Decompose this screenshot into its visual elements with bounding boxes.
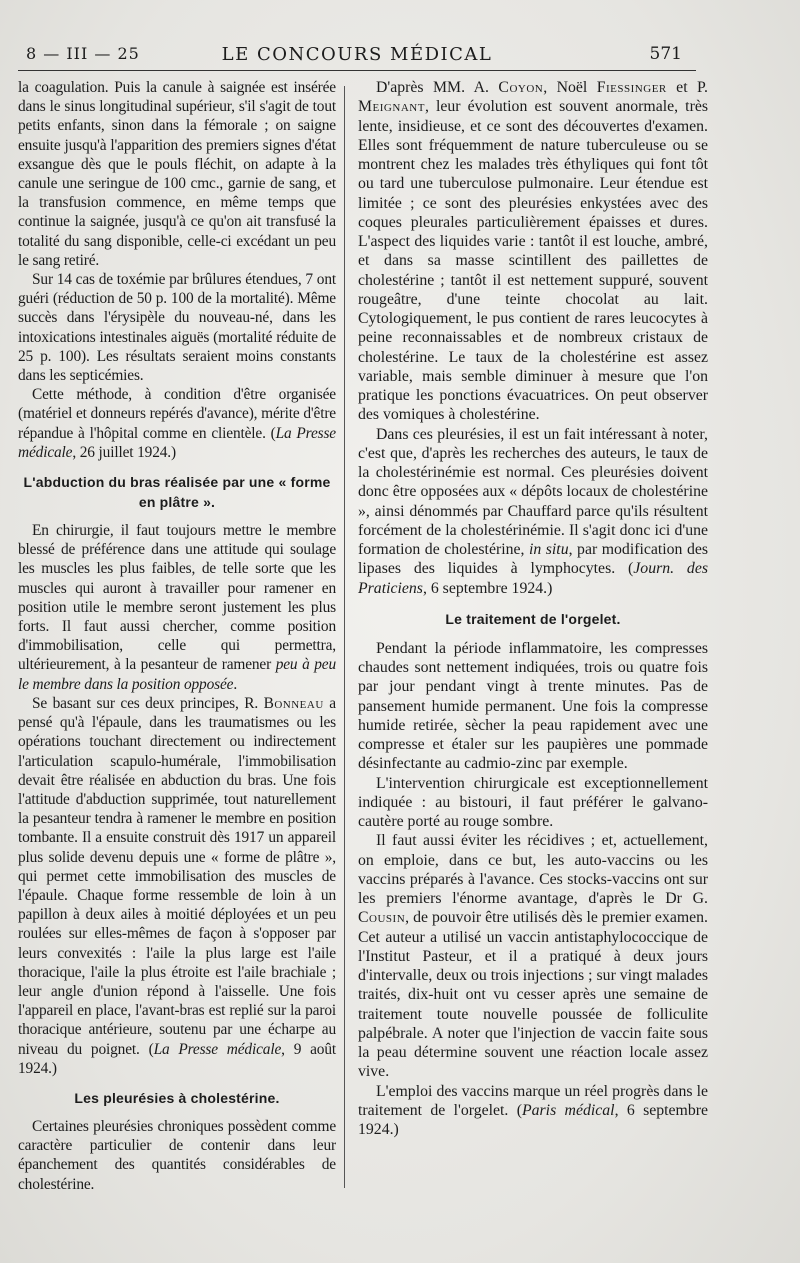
right-column <box>358 78 708 1139</box>
left-column <box>18 78 336 1194</box>
paragraph-text: Il faut aussi éviter les récidives ; et, actuellement, on emploie, dans ce but, les auto-vaccins ou les vaccins préparés à l'avance. Ces stocks-vaccins ont sur les premiers l'énorme avantage, d'après le Dr G. <box>358 832 708 907</box>
journal-title: LE CONCOURS MÉDICAL <box>221 44 493 65</box>
citation-date: , 26 juillet 1924.) <box>72 443 176 461</box>
author-name: Bonneau <box>263 694 324 712</box>
author-name: Cousin <box>358 909 406 927</box>
citation-date: , 6 septembre 1924.) <box>358 1101 708 1138</box>
paragraph-text: L'emploi des vaccins marque un réel progrès dans le traitement de l'orgelet. ( <box>358 1082 708 1119</box>
source-citation: La Presse médicale <box>18 424 336 461</box>
emphasis: peu à peu le membre dans la position opposée <box>18 656 336 693</box>
paragraph-text: , de pouvoir être utilisés dès le premier examen. Cet auteur a utilisé un vaccin antistaphylococcique de l'Institut Pasteur, et il a pratiqué à deux jours d'intervalle, deux ou trois injections ; sur vingt malades traités, dix-huit ont vu cesser après une semaine de traitement toute nouvelle poussée de folliculite palpébrale. A noter que l'injection de vaccin faite sous la peau détermine souvent une réaction locale assez vive. <box>358 909 708 1081</box>
paragraph-text: . <box>233 675 238 693</box>
paragraph <box>18 521 336 694</box>
paragraph: Sur 14 cas de toxémie par brûlures étendues, 7 ont guéri (réduction de 50 p. 100 de la mortalité). Même succès dans l'érysipèle du nouveau-né, dans les intoxications intestinales aiguës (mortalité réduite de 25 p. 100). Les résultats seraient moins constants dans les septicémies. <box>18 271 336 385</box>
paragraph-text: , par modification des lipases des liquides à lymphocytes. ( <box>358 541 709 578</box>
paragraph <box>358 831 708 1081</box>
section-heading: Le traitement de l'orgelet. <box>445 610 621 627</box>
paragraph-text: , Noël <box>543 79 597 96</box>
paragraph-text: En chirurgie, il faut toujours mettre le membre blessé de préférence dans une attitude qui soulage les muscles les plus faibles, de telle sorte que les muscles qui auront à travailler pour ramener en position utile le membre seront justement les plus forts. Il faut aussi chercher, comme position d'immobilisation, celle qui permettra, ultérieurement, à la pesanteur de ramener <box>18 522 336 674</box>
paragraph <box>358 1082 708 1140</box>
author-name: Coyon <box>498 79 544 96</box>
paragraph <box>358 425 708 598</box>
author-name: Fiessinger <box>596 79 667 96</box>
author-name: Meignant <box>358 98 425 116</box>
source-citation: Paris médical <box>521 1101 615 1119</box>
column-divider <box>344 86 345 1188</box>
paragraph-text: et P. <box>666 79 708 96</box>
paragraph-text: , leur évolution est souvent anormale, très lente, insidieuse, et ce sont des découvertes d'examen. Elles sont fréquemment de nature tuberculeuse ou se montrent chez les malades très éthyliques qui font tôt ou tard une tuberculose pulmonaire. Leur étendue est limitée ; ce sont des pleurésies enkystées avec des coques pleurales particulièrement épaisses et dures. L'aspect des liquides varie : tantôt il est louche, ambré, et dans sa masse scintillent des paillettes de cholestérine ; tantôt il est nettement suppuré, souvent rougeâtre, d'une teinte chocolat au lait. Cytologiquement, le pus contient de rares leucocytes à peine reconnaissables et de nombreux cristaux de cholestérine. Le taux de la cholestérine est assez variable, mais semble diminuer à mesure que l'on pratique les ponctions évacuatrices. On peut observer des vomiques à cholestérine. <box>358 98 708 424</box>
citation-date: , 6 septembre 1924.) <box>422 579 553 597</box>
page-number: 571 <box>649 44 682 64</box>
page-header <box>18 42 696 71</box>
paragraph-text: Se basant sur ces deux principes, R. <box>32 694 264 712</box>
paragraph: Certaines pleurésies chroniques possèdent comme caractère particulier de contenir dans leur épanchement des quantités considérables de cholestérine. <box>18 1117 336 1193</box>
section-heading: Les pleurésies à cholestérine. <box>74 1089 280 1106</box>
source-citation: La Presse médicale <box>153 1040 282 1058</box>
paragraph-text: a pensé qu'à l'épaule, dans les traumatismes ou les opérations touchant directement ou indirectement l'articulation scapulo-humérale, l'immobilisation devait être réalisée en abduction du bras. Une fois l'attitude d'abduction supprimée, tout naturellement la pesanteur tendra à ramener le membre en position tombante. Il a ensuite construit dès 1917 un appareil plus solide devenu depuis une « forme de plâtre », qui permet cette immobilisation des muscles de l'épaule. Chaque forme ressemble de loin à un papillon à deux ailes à moitié déployées et un peu roulées sur elles-mêmes de façon à s'opposer par leurs convexités : l'aile la plus large est l'aile thoracique, l'aile la plus étroite est l'aile brachiale ; leur angle d'union répond à l'aisselle. Une fois l'appareil en place, l'avant-bras est replié sur la paroi thoracique antérieure, soutenu par une écharpe au niveau du poignet. ( <box>18 694 336 1058</box>
paragraph-text: Cette méthode, à condition d'être organisée (matériel et donneurs repérés d'avance), mérite d'être répandue à l'hôpital comme en clientèle. ( <box>18 386 336 442</box>
paragraph <box>18 694 336 1078</box>
citation-date: , 9 août 1924.) <box>18 1040 336 1077</box>
paragraph: Pendant la période inflammatoire, les compresses chaudes sont nettement indiquées, trois ou quatre fois par jour pendant vingt à trente minutes. Pas de pansement humide permanent. Une fois la compresse humide retirée, sècher la peau rapidement avec une compresse et étaler sur les paupières une pommade désinfectante au cadmio-zinc par exemple. <box>358 639 708 773</box>
issue-reference: 8 — III — 25 <box>26 44 140 63</box>
paragraph <box>18 385 336 462</box>
section-heading: L'abduction du bras réalisée par une « forme en plâtre ». <box>23 474 331 511</box>
emphasis: in situ <box>528 541 569 558</box>
source-citation: Journ. des Praticiens <box>358 560 708 597</box>
paragraph <box>358 78 708 425</box>
paragraph: L'intervention chirurgicale est exceptionnellement indiquée : au bistouri, il faut préférer le galvano-cautère porté au rouge sombre. <box>358 774 708 830</box>
paragraph: la coagulation. Puis la canule à saignée est insérée dans le sinus longitudinal supérieur, s'il s'agit de tout petits enfants, sinon dans la fémorale ; on saigne ensuite jusqu'à l'apparition des premiers signes d'état exsangue dès que le pouls fléchit, on adapte à la canule une seringue de 100 cmc., garnie de sang, et la transfusion commence, en même temps que continue la saignée, jusqu'à ce qu'on ait transfusé la totalité du sang disponible, celle-ci excédant un peu le sang retiré. <box>18 79 336 269</box>
paragraph-text: D'après MM. A. <box>376 79 499 96</box>
paragraph-text: Dans ces pleurésies, il est un fait intéressant à noter, c'est que, d'après les recherches des auteurs, le taux de la cholestérinémie est normal. Ces pleurésies doivent donc être opposées aux « dépôts locaux de cholestérine », ainsi dénommés par Chauffard parce qu'ils résultent forcément de la cholestérinémie. Il s'agit donc ici d'une formation de cholestérine, <box>358 425 708 558</box>
